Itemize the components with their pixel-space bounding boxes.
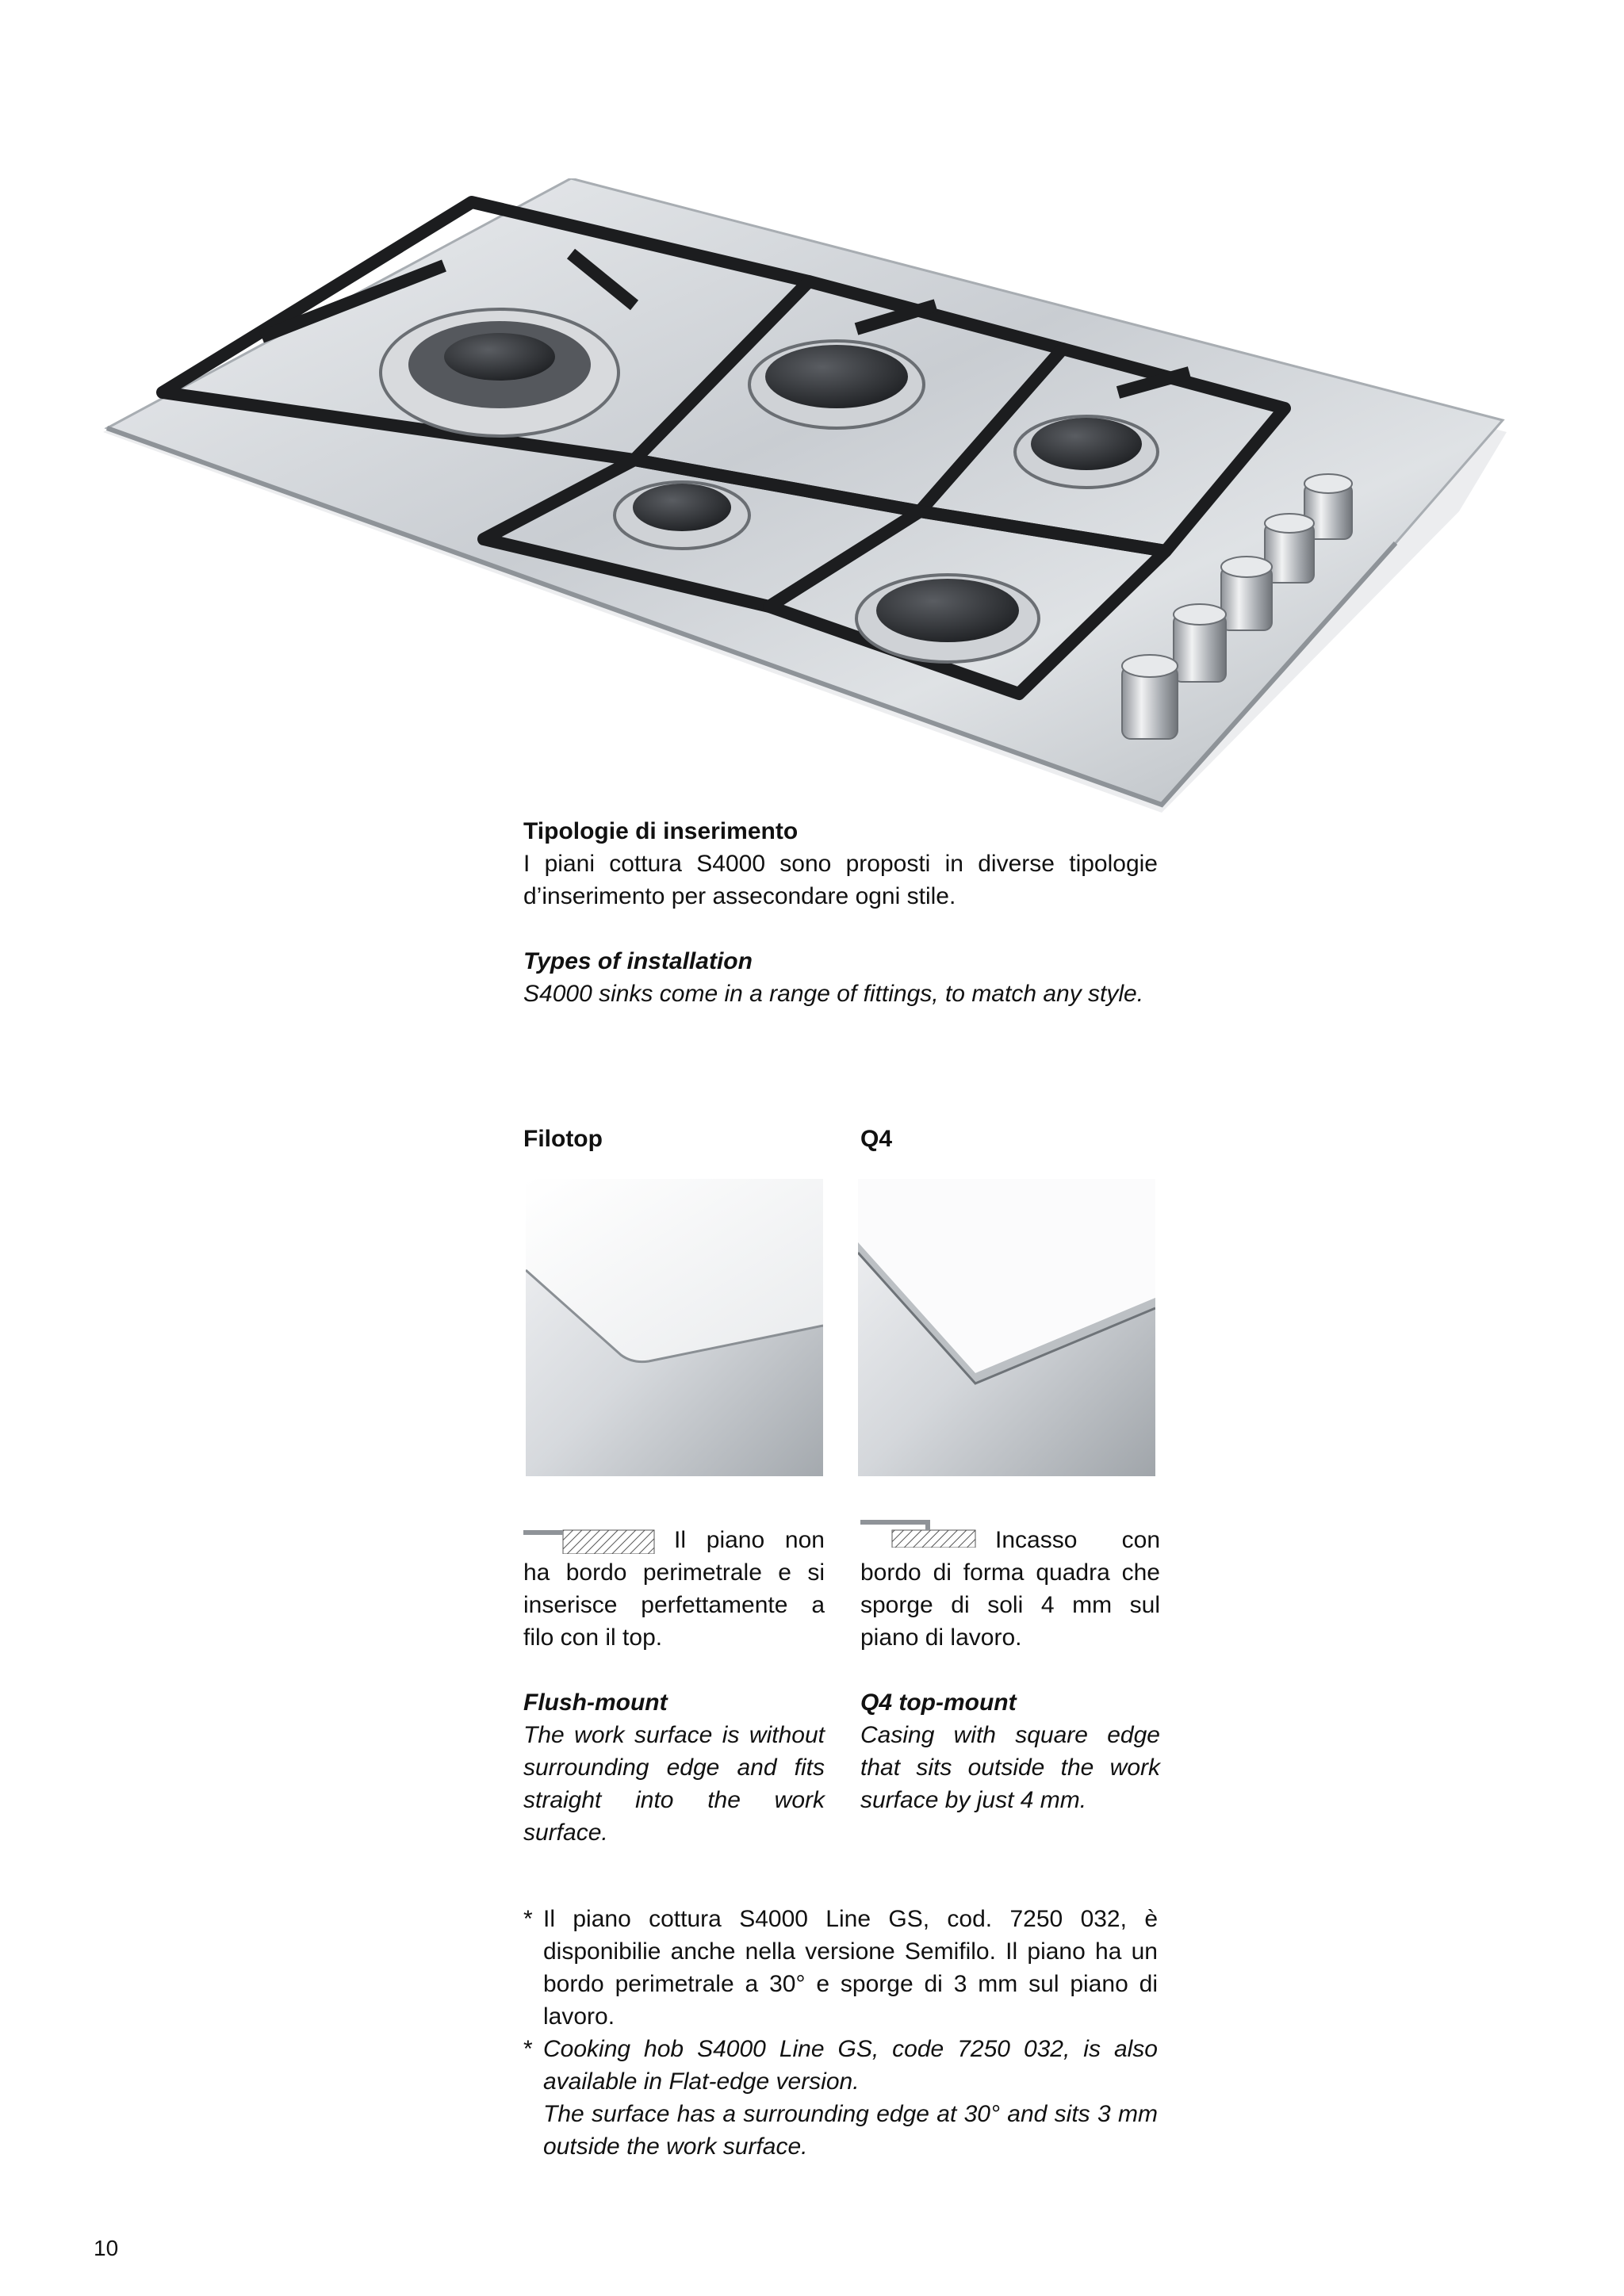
footnote-it-text: Il piano cottura S4000 Line GS, cod. 7250 032, è disponibilie anche nella versione Semifilo. Il piano ha un bordo perimetrale a 30° e sporge di 3 mm sul piano di lavoro. (543, 1906, 1158, 2030)
filotop-heading-en: Flush-mount (523, 1689, 668, 1716)
filotop-desc-en: The work surface is without surrounding edge and fits straight into the work surface. (523, 1722, 825, 1846)
footnotes (523, 1903, 1158, 2163)
q4-desc-it (860, 1524, 1160, 1654)
q4-desc-en: Casing with square edge that sits outside the work surface by just 4 mm. (860, 1722, 1160, 1813)
intro-heading-it: Tipologie di inserimento (523, 818, 799, 844)
footnote-marker: * (523, 1906, 533, 1932)
footnote-en (523, 2033, 1158, 2163)
q4-desc-it-text: Incasso con bordo di forma quadra che sporge di soli 4 mm sul piano di lavoro. (860, 1527, 1160, 1651)
intro-body-it: I piani cottura S4000 sono proposti in diverse tipologie d’inserimento per assecondare ogni stile. (523, 851, 1158, 909)
filotop-photo (526, 1179, 823, 1476)
filotop-label: Filotop (523, 1126, 603, 1152)
flush-mount-profile-icon (523, 1525, 658, 1554)
hob-illustration (95, 178, 1515, 813)
q4-photo (858, 1179, 1155, 1476)
page-number: 10 (94, 2236, 119, 2260)
filotop-description (523, 1524, 825, 1849)
top-mount-profile-icon (860, 1519, 979, 1548)
footnote-en-text-1: Cooking hob S4000 Line GS, code 7250 032, is also available in Flat-edge version. (543, 2036, 1158, 2095)
q4-description (860, 1524, 1160, 1816)
q4-heading-en: Q4 top-mount (860, 1689, 1017, 1716)
q4-label: Q4 (860, 1126, 893, 1152)
footnote-en-text-2: The surface has a surrounding edge at 30° and sits 3 mm outside the work surface. (543, 2101, 1158, 2160)
intro-heading-en: Types of installation (523, 948, 753, 974)
intro-body-en: S4000 sinks come in a range of fittings, to match any style. (523, 981, 1144, 1007)
intro-section (523, 815, 1158, 1010)
filotop-desc-it (523, 1524, 825, 1654)
footnote-it (523, 1903, 1158, 2033)
footnote-marker: * (523, 2036, 533, 2062)
hob-photo (95, 178, 1515, 813)
filotop-desc-it-text: Il piano non ha bordo perimetrale e si inserisce perfettamente a filo con il top. (523, 1527, 825, 1651)
